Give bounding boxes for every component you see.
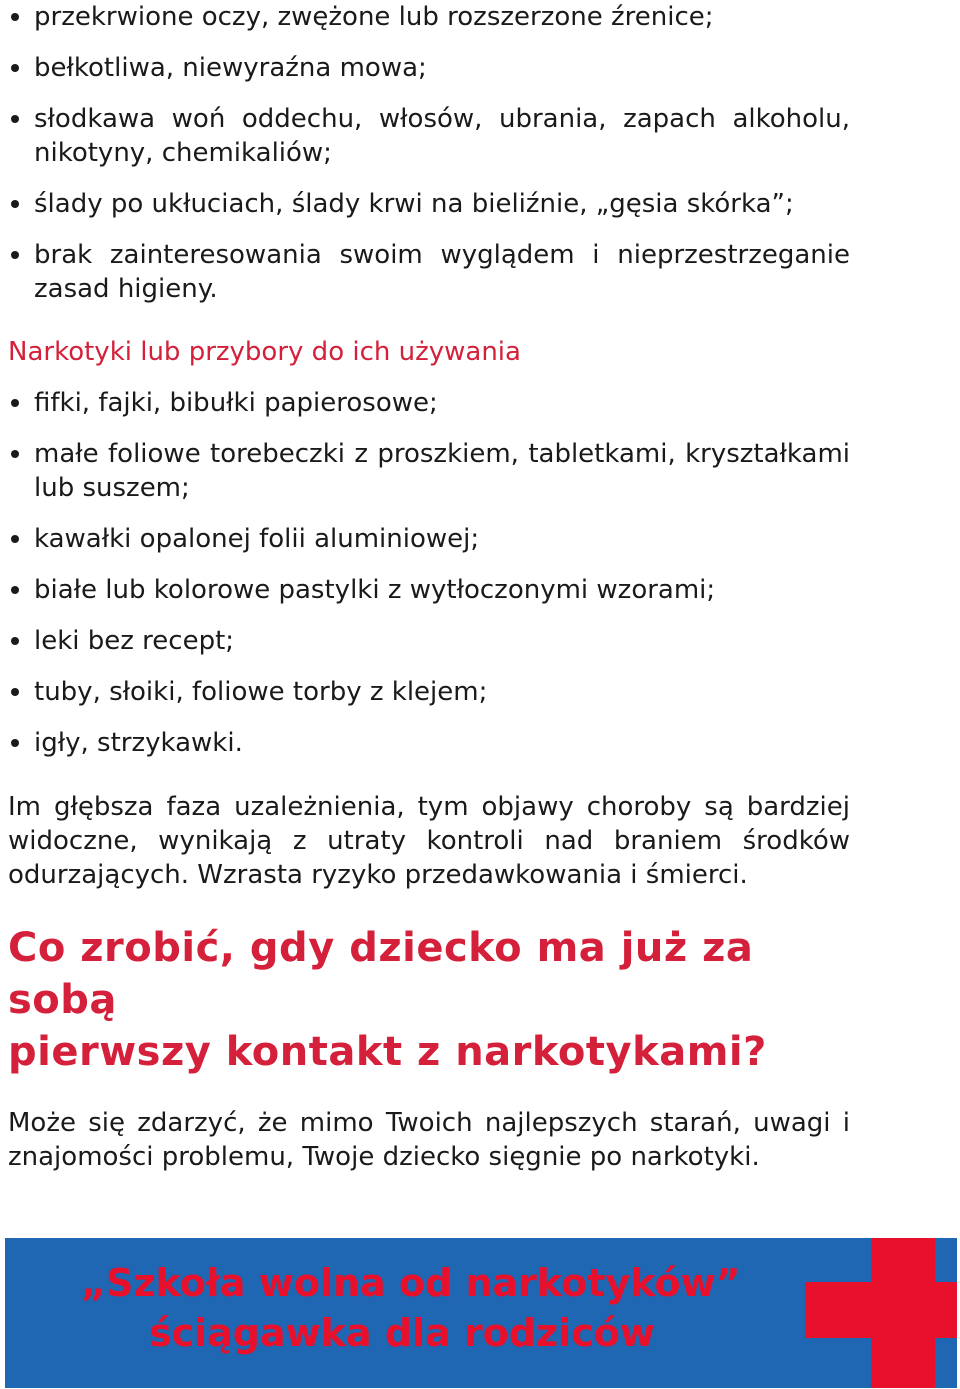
list-item: przekrwione oczy, zwężone lub rozszerzone źrenice;	[8, 0, 850, 34]
banner-title: „Szkoła wolna od narkotyków”	[81, 1261, 741, 1305]
addiction-paragraph: Im głębsza faza uzależnienia, tym objawy choroby są bardziej widoczne, wynikają z utraty kontroli nad braniem środków odurzających. Wzrasta ryzyko przedawkowania i śmierci.	[8, 792, 850, 890]
banner-subtitle: ściągawka dla rodziców	[149, 1311, 655, 1355]
list-item: leki bez recept;	[8, 624, 850, 658]
drugs-list	[8, 386, 850, 760]
symptoms-list	[8, 0, 850, 306]
question-heading-line-1: Co zrobić, gdy dziecko ma już za sobą	[8, 925, 754, 1023]
list-item: ślady po ukłuciach, ślady krwi na bieliźnie, „gęsia skórka”;	[8, 187, 850, 221]
closing-paragraph: Może się zdarzyć, że mimo Twoich najlepszych starań, uwagi i znajomości problemu, Twoje dziecko sięgnie po narkotyki.	[8, 1108, 850, 1172]
list-item: bełkotliwa, niewyraźna mowa;	[8, 51, 850, 85]
list-item: brak zainteresowania swoim wyglądem i nieprzestrzeganie zasad higieny.	[8, 238, 850, 306]
question-heading	[8, 922, 850, 1078]
list-item: tuby, słoiki, foliowe torby z klejem;	[8, 675, 850, 709]
question-heading-line-2: pierwszy kontakt z narkotykami?	[8, 1029, 767, 1075]
drugs-section-heading: Narkotyki lub przybory do ich używania	[8, 337, 521, 367]
list-item: białe lub kolorowe pastylki z wytłoczonymi wzorami;	[8, 573, 850, 607]
list-item: słodkawa woń oddechu, włosów, ubrania, zapach alkoholu, nikotyny, chemikaliów;	[8, 102, 850, 170]
list-item: małe foliowe torebeczki z proszkiem, tabletkami, kryształkami lub suszem;	[8, 437, 850, 505]
red-cross-icon-bar	[805, 1282, 957, 1338]
footer-banner	[5, 1238, 957, 1388]
list-item: igły, strzykawki.	[8, 726, 850, 760]
page-content	[8, 0, 850, 1174]
list-item: kawałki opalonej folii aluminiowej;	[8, 522, 850, 556]
list-item: fifki, fajki, bibułki papierosowe;	[8, 386, 850, 420]
